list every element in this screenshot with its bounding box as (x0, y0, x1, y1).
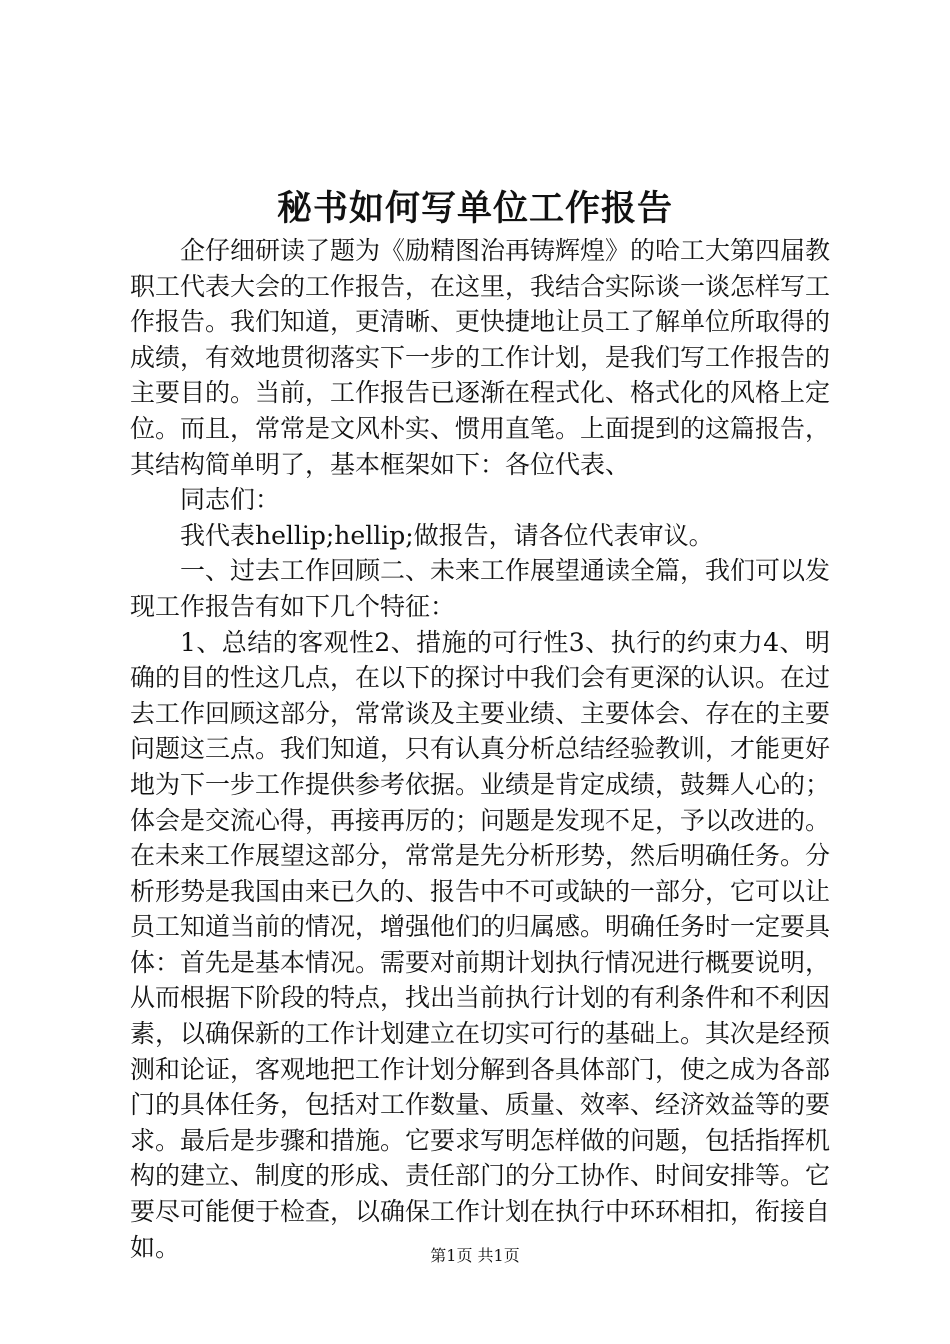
paragraph-features: 1、总结的客观性2、措施的可行性3、执行的约束力4、明确的目的性这几点，在以下的探讨中我们会有更深的认识。在过去工作回顾这部分，常常谈及主要业绩、主要体会、存在的主要问题这三点。我们知道，只有认真分析总结经验教训，才能更好地为下一步工作提供参考依据。业绩是肯定成绩，鼓舞人心的；体会是交流心得，再接再厉的；问题是发现不足，予以改进的。在未来工作展望这部分，常常是先分析形势，然后明确任务。分析形势是我国由来已久的、报告中不可或缺的一部分，它可以让员工知道当前的情况，增强他们的归属感。明确任务时一定要具体：首先是基本情况。需要对前期计划执行情况进行概要说明，从而根据下阶段的特点，找出当前执行计划的有利条件和不利因素，以确保新的工作计划建立在切实可行的基础上。其次是经预测和论证，客观地把工作计划分解到各具体部门，使之成为各部门的具体任务，包括对工作数量、质量、效率、经济效益等的要求。最后是步骤和措施。它要求写明怎样做的问题，包括指挥机构的建立、制度的形成、责任部门的分工协作、时间安排等。它要尽可能便于检查，以确保工作计划在执行中环环相扣，衔接自如。 (130, 627, 831, 1262)
paragraph-salutation: 同志们： (180, 485, 281, 515)
document-body (130, 233, 830, 1265)
paragraph-structure: 一、过去工作回顾二、未来工作展望通读全篇，我们可以发现工作报告有如下几个特征： (130, 556, 831, 621)
document-title: 秘书如何写单位工作报告 (276, 188, 673, 229)
page-number-footer: 第1页 共1页 (430, 1246, 520, 1265)
paragraph-opening: 我代表hellip;hellip;做报告，请各位代表审议。 (180, 520, 714, 550)
paragraph-intro: 企仔细研读了题为《励精图治再铸辉煌》的哈工大第四届教职工代表大会的工作报告，在这里，我结合实际谈一谈怎样写工作报告。我们知道，更清晰、更快捷地让员工了解单位所取得的成绩，有效地贯彻落实下一步的工作计划，是我们写工作报告的主要目的。当前，工作报告已逐渐在程式化、格式化的风格上定位。而且，常常是文风朴实、惯用直笔。上面提到的这篇报告，其结构简单明了，基本框架如下：各位代表、 (130, 236, 831, 479)
